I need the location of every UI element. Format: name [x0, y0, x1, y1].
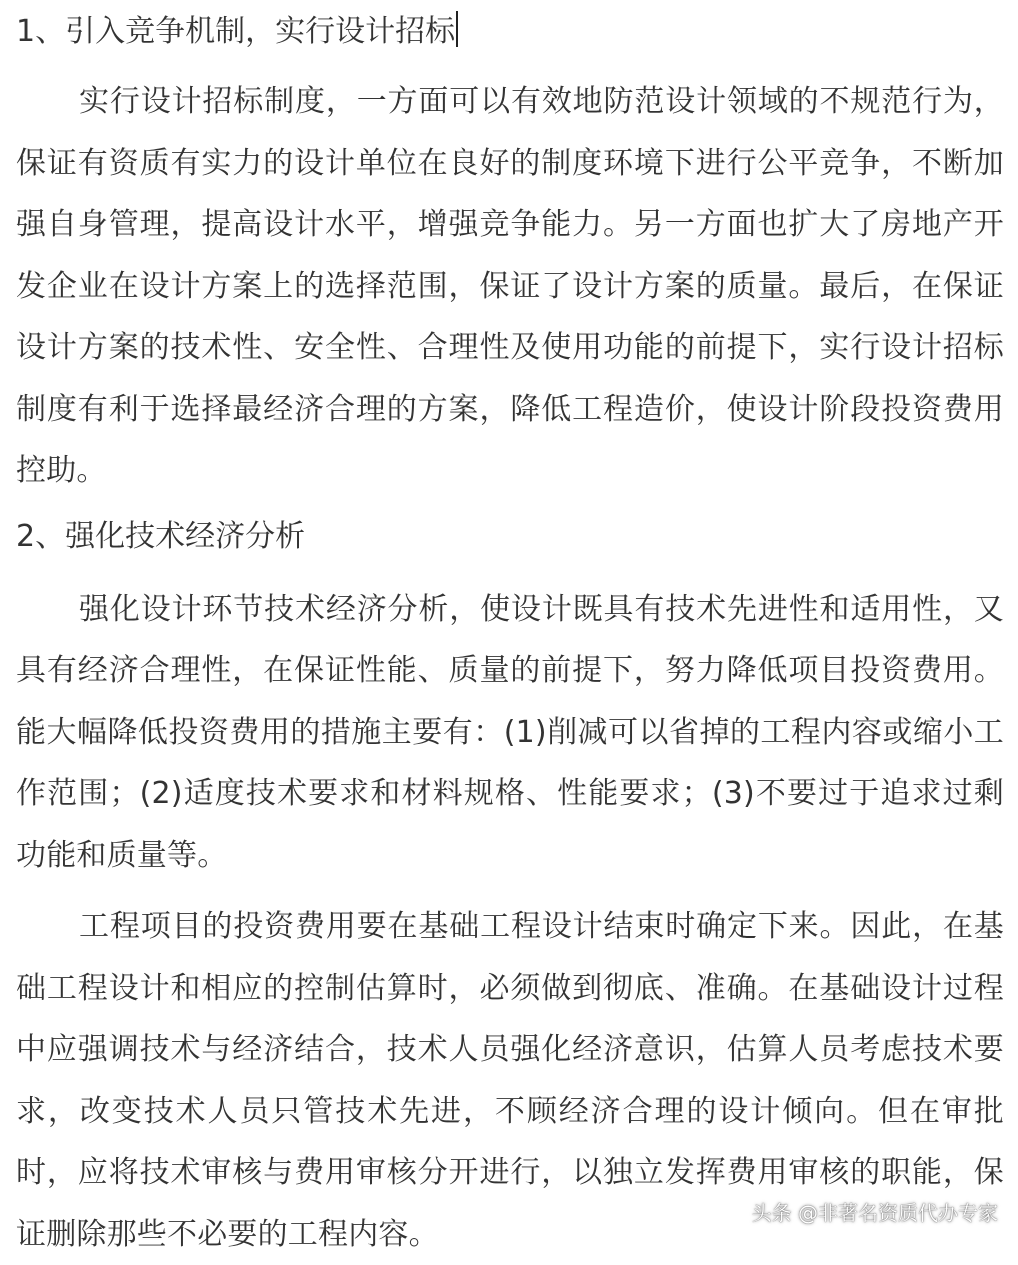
section-heading-1	[16, 2, 1004, 62]
text-cursor	[456, 11, 458, 47]
toutiao-logo-icon	[722, 1198, 748, 1224]
section-2-paragraph-2: 工程项目的投资费用要在基础工程设计结束时确定下来。因此，在基础工程设计和相应的控制估算时，必须做到彻底、准确。在基础设计过程中应强调技术与经济结合，技术人员强化经济意识，估算人员考虑技术要求，改变技术人员只管技术先进，不顾经济合理的设计倾向。但在审批时，应将技术审核与费用审核分开进行，以独立发挥费用审核的职能，保证删除那些不必要的工程内容。	[16, 909, 1004, 1252]
section-2-paragraph-1: 强化设计环节技术经济分析，使设计既具有技术先进性和适用性，又具有经济合理性，在保证性能、质量的前提下，努力降低项目投资费用。能大幅降低投资费用的措施主要有：(1)削减可以省掉的工程内容或缩小工作范围；(2)适度技术要求和材料规格、性能要求；(3)不要过于追求过剩功能和质量等。	[16, 591, 1004, 873]
section-1-paragraph-1: 实行设计招标制度，一方面可以有效地防范设计领域的不规范行为，保证有资质有实力的设计单位在良好的制度环境下进行公平竞争，不断加强自身管理，提高设计水平，增强竞争能力。另一方面也扩大了房地产开发企业在设计方案上的选择范围，保证了设计方案的质量。最后，在保证设计方案的技术性、安全性、合理性及使用功能的前提下，实行设计招标制度有利于选择最经济合理的方案，降低工程造价，使设计阶段投资费用控助。	[16, 84, 1004, 488]
watermark-text: 头条 @非著名资质代办专家	[751, 1200, 998, 1225]
section-heading-2: 2、强化技术经济分析	[16, 518, 306, 554]
section-heading-1-text: 1、引入竞争机制，实行设计招标	[16, 14, 456, 49]
watermark	[722, 1196, 998, 1226]
